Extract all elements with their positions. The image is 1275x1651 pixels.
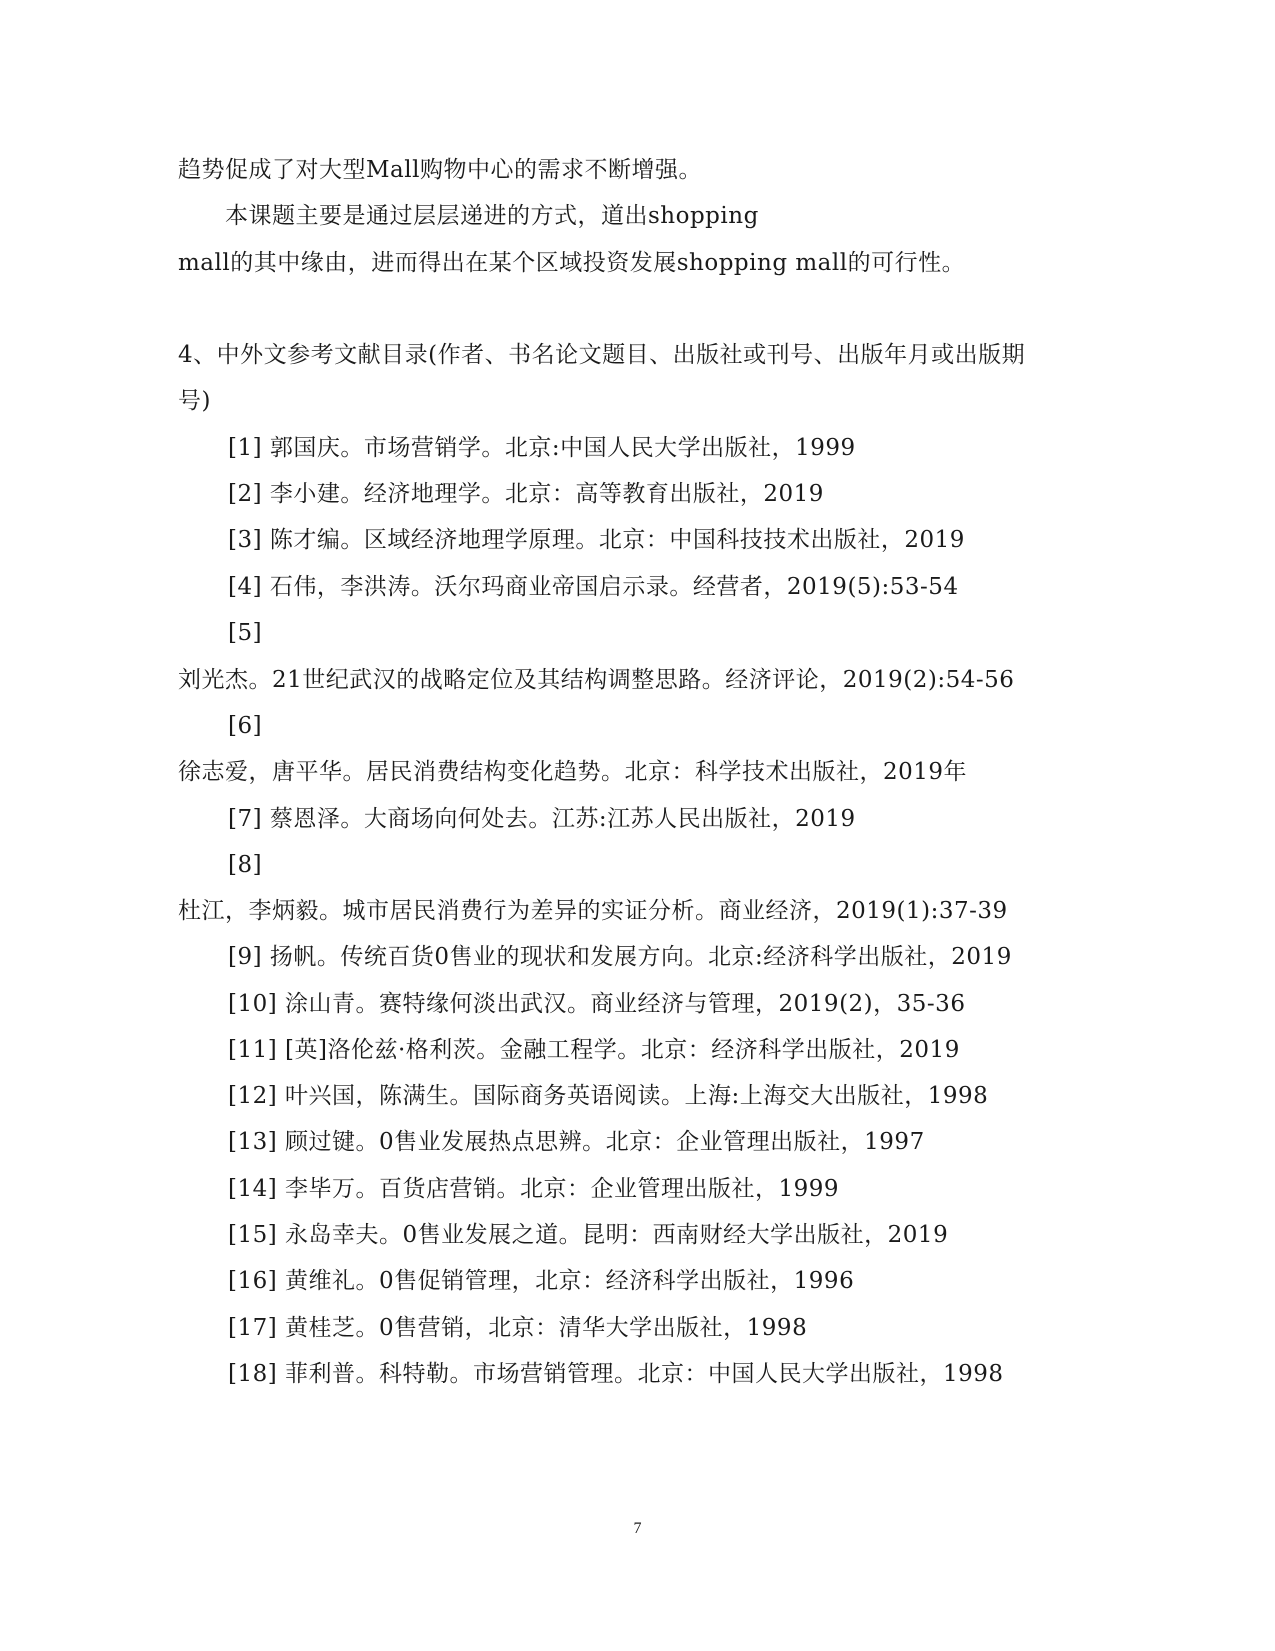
reference-text: 徐志爱，唐平华。居民消费结构变化趋势。北京：科学技术出版社，2019年 xyxy=(178,759,968,785)
reference-item xyxy=(228,942,1012,972)
reference-item xyxy=(228,1359,1004,1389)
reference-item xyxy=(228,989,965,1019)
reference-number: [11] xyxy=(228,1037,278,1063)
intro-line-1: 趋势促成了对大型Mall购物中心的需求不断增强。 xyxy=(178,157,702,183)
reference-number: [3] xyxy=(228,527,263,553)
reference-text: 李小建。经济地理学。北京：高等教育出版社，2019 xyxy=(269,481,824,507)
reference-item xyxy=(228,1266,854,1296)
reference-text: 扬帆。传统百货0售业的现状和发展方向。北京:经济科学出版社，2019 xyxy=(269,944,1012,970)
reference-number: [1] xyxy=(228,435,263,461)
reference-item xyxy=(228,1220,948,1250)
reference-number: [14] xyxy=(228,1176,278,1202)
reference-text: 石伟，李洪涛。沃尔玛商业帝国启示录。经营者，2019(5):53-54 xyxy=(269,574,959,600)
reference-item xyxy=(228,1313,807,1343)
intro-line-2: 本课题主要是通过层层递进的方式，道出shopping xyxy=(225,203,759,229)
reference-number: [4] xyxy=(228,574,263,600)
reference-item xyxy=(228,1081,988,1111)
reference-number: [2] xyxy=(228,481,263,507)
reference-number: [12] xyxy=(228,1083,278,1109)
references-heading: 4、中外文参考文献目录(作者、书名论文题目、出版社或刊号、出版年月或出版期 xyxy=(178,342,1026,368)
reference-text: 蔡恩泽。大商场向何处去。江苏:江苏人民出版社，2019 xyxy=(269,806,856,832)
reference-text: 陈才编。区域经济地理学原理。北京：中国科技技术出版社，2019 xyxy=(269,527,965,553)
reference-item xyxy=(228,1127,925,1157)
reference-number: [5] xyxy=(228,620,263,646)
reference-number: [13] xyxy=(228,1129,278,1155)
reference-text: 郭国庆。市场营销学。北京:中国人民大学出版社，1999 xyxy=(269,435,856,461)
reference-text: 涂山青。赛特缘何淡出武汉。商业经济与管理，2019(2)，35-36 xyxy=(285,991,966,1017)
reference-item xyxy=(228,1174,839,1204)
reference-text: 永岛幸夫。0售业发展之道。昆明：西南财经大学出版社，2019 xyxy=(285,1222,949,1248)
reference-text: 叶兴国，陈满生。国际商务英语阅读。上海:上海交大出版社，1998 xyxy=(285,1083,989,1109)
reference-number: [16] xyxy=(228,1268,278,1294)
reference-text: 杜江，李炳毅。城市居民消费行为差异的实证分析。商业经济，2019(1):37-39 xyxy=(178,898,1008,924)
reference-item xyxy=(228,572,959,602)
reference-number: [6] xyxy=(228,713,263,739)
reference-text: [英]洛伦兹·格利茨。金融工程学。北京：经济科学出版社，2019 xyxy=(285,1037,960,1063)
page-number: 7 xyxy=(633,1520,642,1537)
reference-text: 黄桂芝。0售营销，北京：清华大学出版社，1998 xyxy=(285,1315,808,1341)
reference-item xyxy=(228,525,965,555)
reference-item xyxy=(228,804,856,834)
reference-number: [8] xyxy=(228,852,263,878)
references-heading-continued: 号) xyxy=(178,388,211,414)
reference-number: [9] xyxy=(228,944,263,970)
reference-item xyxy=(228,433,856,463)
reference-number: [17] xyxy=(228,1315,278,1341)
reference-text: 李毕万。百货店营销。北京：企业管理出版社，1999 xyxy=(285,1176,840,1202)
reference-text: 菲利普。科特勒。市场营销管理。北京：中国人民大学出版社，1998 xyxy=(285,1361,1004,1387)
reference-item xyxy=(228,479,824,509)
reference-item xyxy=(228,1035,960,1065)
reference-number: [15] xyxy=(228,1222,278,1248)
reference-text: 黄维礼。0售促销管理，北京：经济科学出版社，1996 xyxy=(285,1268,855,1294)
reference-number: [7] xyxy=(228,806,263,832)
reference-text: 刘光杰。21世纪武汉的战略定位及其结构调整思路。经济评论，2019(2):54-56 xyxy=(178,667,1015,693)
reference-text: 顾过键。0售业发展热点思辨。北京：企业管理出版社，1997 xyxy=(285,1129,925,1155)
reference-number: [10] xyxy=(228,991,278,1017)
intro-line-3: mall的其中缘由，进而得出在某个区域投资发展shopping mall的可行性。 xyxy=(178,250,966,276)
reference-number: [18] xyxy=(228,1361,278,1387)
